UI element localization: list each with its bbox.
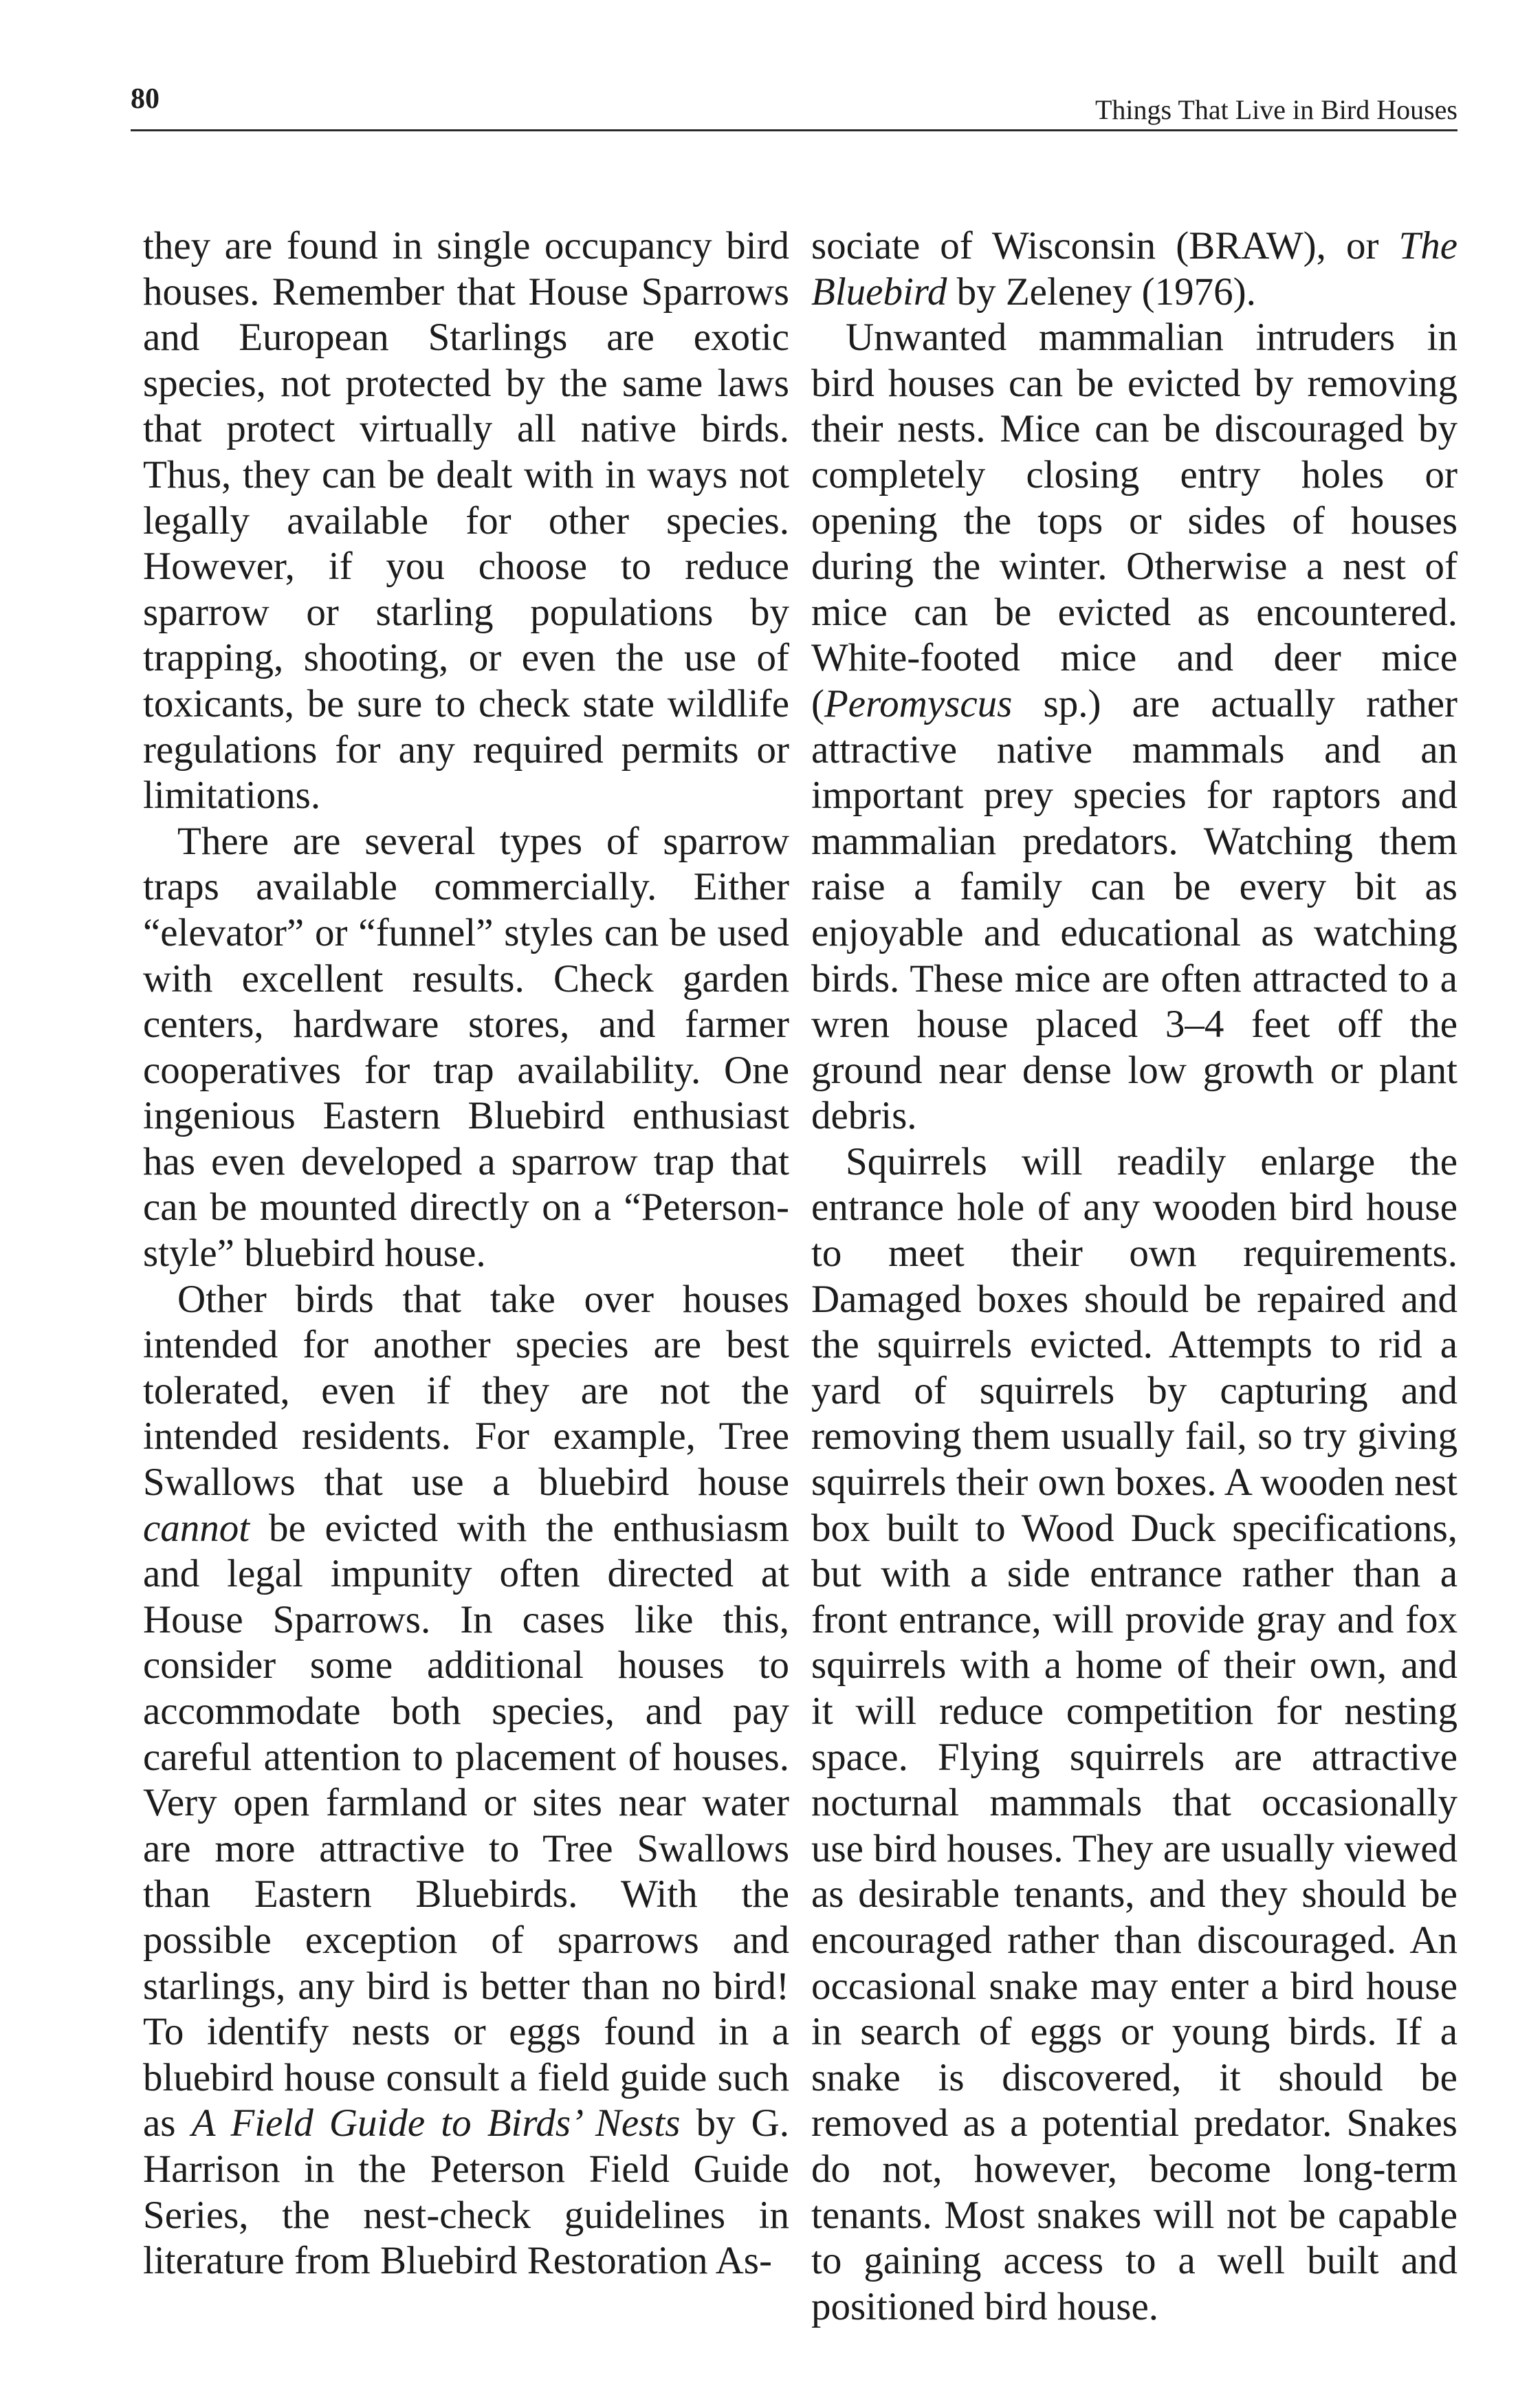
- book-title-bluebird: The Bluebird: [811, 224, 1458, 314]
- genus-peromyscus: Peromyscus: [824, 681, 1013, 725]
- right-column: [811, 223, 1458, 2330]
- page-header: [131, 77, 1458, 131]
- paragraph-squirrels-snakes: Squirrels will readily enlarge the entrance hole of any wooden bird house to meet their own requirements. Damaged boxes should be repaired and the squirrels evicted. Attempts to rid a yard of squirrels by capturing and removing them usually fail, so try giving squirrels their own boxes. A wooden nest box built to Wood Duck specifications, but with a side entrance rather than a front entrance, will provide gray and fox squirrels with a home of their own, and it will reduce competition for nesting space. Flying squirrels are attractive nocturnal mammals that occasionally use bird houses. They are usually viewed as desirable tenants, and they should be encouraged rather than discouraged. An occasional snake may enter a bird house in search of eggs or young birds. If a snake is discovered, it should be removed as a potential predator. Snakes do not, however, become long-term tenants. Most snakes will not be capable to gaining access to a well built and positioned bird house.: [811, 1139, 1458, 2328]
- other-birds-text-a: Other birds that take over houses intended for another species are best tolerated, even if they are not the intended residents. For example, Tree Swallows that use a bluebird house: [143, 1277, 789, 1505]
- other-birds-text-b: be evicted with the enthusiasm and legal impunity often directed at House Sparrows. In cases like this, consider some additional houses to accommodate both species, and pay careful attention to placement of houses. Very open farmland or sites near water are more attractive to Tree Swallows than Eastern Bluebirds. With the possible exception of sparrows and starlings, any bird is better than no bird! To identify nests or eggs found in a bluebird house consult a field guide such as: [143, 1506, 789, 2145]
- paragraph-sparrow-regulations: they are found in single occupancy bird houses. Remember that House Sparrows and European Starlings are exotic species, not protected by the same laws that protect virtually all native birds. Thus, they can be dealt with in ways not legally available for other species. However, if you choose to reduce sparrow or starling populations by trapping, shooting, or even the use of toxicants, be sure to check state wildlife regulations for any required permits or limitations.: [143, 224, 789, 818]
- page-number: 80: [131, 83, 160, 115]
- mammal-text-a: Unwanted mammalian intruders in bird houses can be evicted by removing their nests. Mice can be discouraged by completely closing entry holes or opening the tops or sides of houses during the winter. Otherwise a nest of mice can be evicted as encountered. White-footed mice and deer mice (: [811, 316, 1458, 725]
- left-column: [143, 223, 789, 2284]
- paragraph-mammalian-intruders: [811, 315, 1458, 1139]
- braw-text-a: sociate of Wisconsin (BRAW), or: [811, 224, 1399, 267]
- mammal-text-b: sp.) are actually rather attractive native mammals and an important prey species for raptors and mammalian predators. Watching them raise a family can be every bit as enjoyable and educational as watching birds. These mice are often attracted to a wren house placed 3–4 feet off the ground near dense low growth or plant debris.: [811, 681, 1458, 1138]
- braw-text-b: by Zeleney (1976).: [947, 270, 1256, 314]
- emphasis-cannot: cannot: [143, 1506, 250, 1550]
- book-title-birds-nests: A Field Guide to Birds’ Nests: [191, 2101, 681, 2145]
- paragraph-other-birds: [143, 1277, 789, 2284]
- running-title: Things That Live in Bird Houses: [1095, 94, 1458, 125]
- other-birds-text-c: by G. Harrison in the Peterson Field Guide Series, the nest-check guidelines in literature from Bluebird Restoration As-: [143, 2101, 789, 2283]
- paragraph-braw-continuation: [811, 223, 1458, 315]
- paragraph-sparrow-traps: There are several types of sparrow traps available commercially. Either “elevator” or “funnel” styles can be used with excellent results. Check garden centers, hardware stores, and farmer cooperatives for trap availability. One ingenious Eastern Bluebird enthusiast has even developed a sparrow trap that can be mounted directly on a “Peterson-style” bluebird house.: [143, 819, 789, 1276]
